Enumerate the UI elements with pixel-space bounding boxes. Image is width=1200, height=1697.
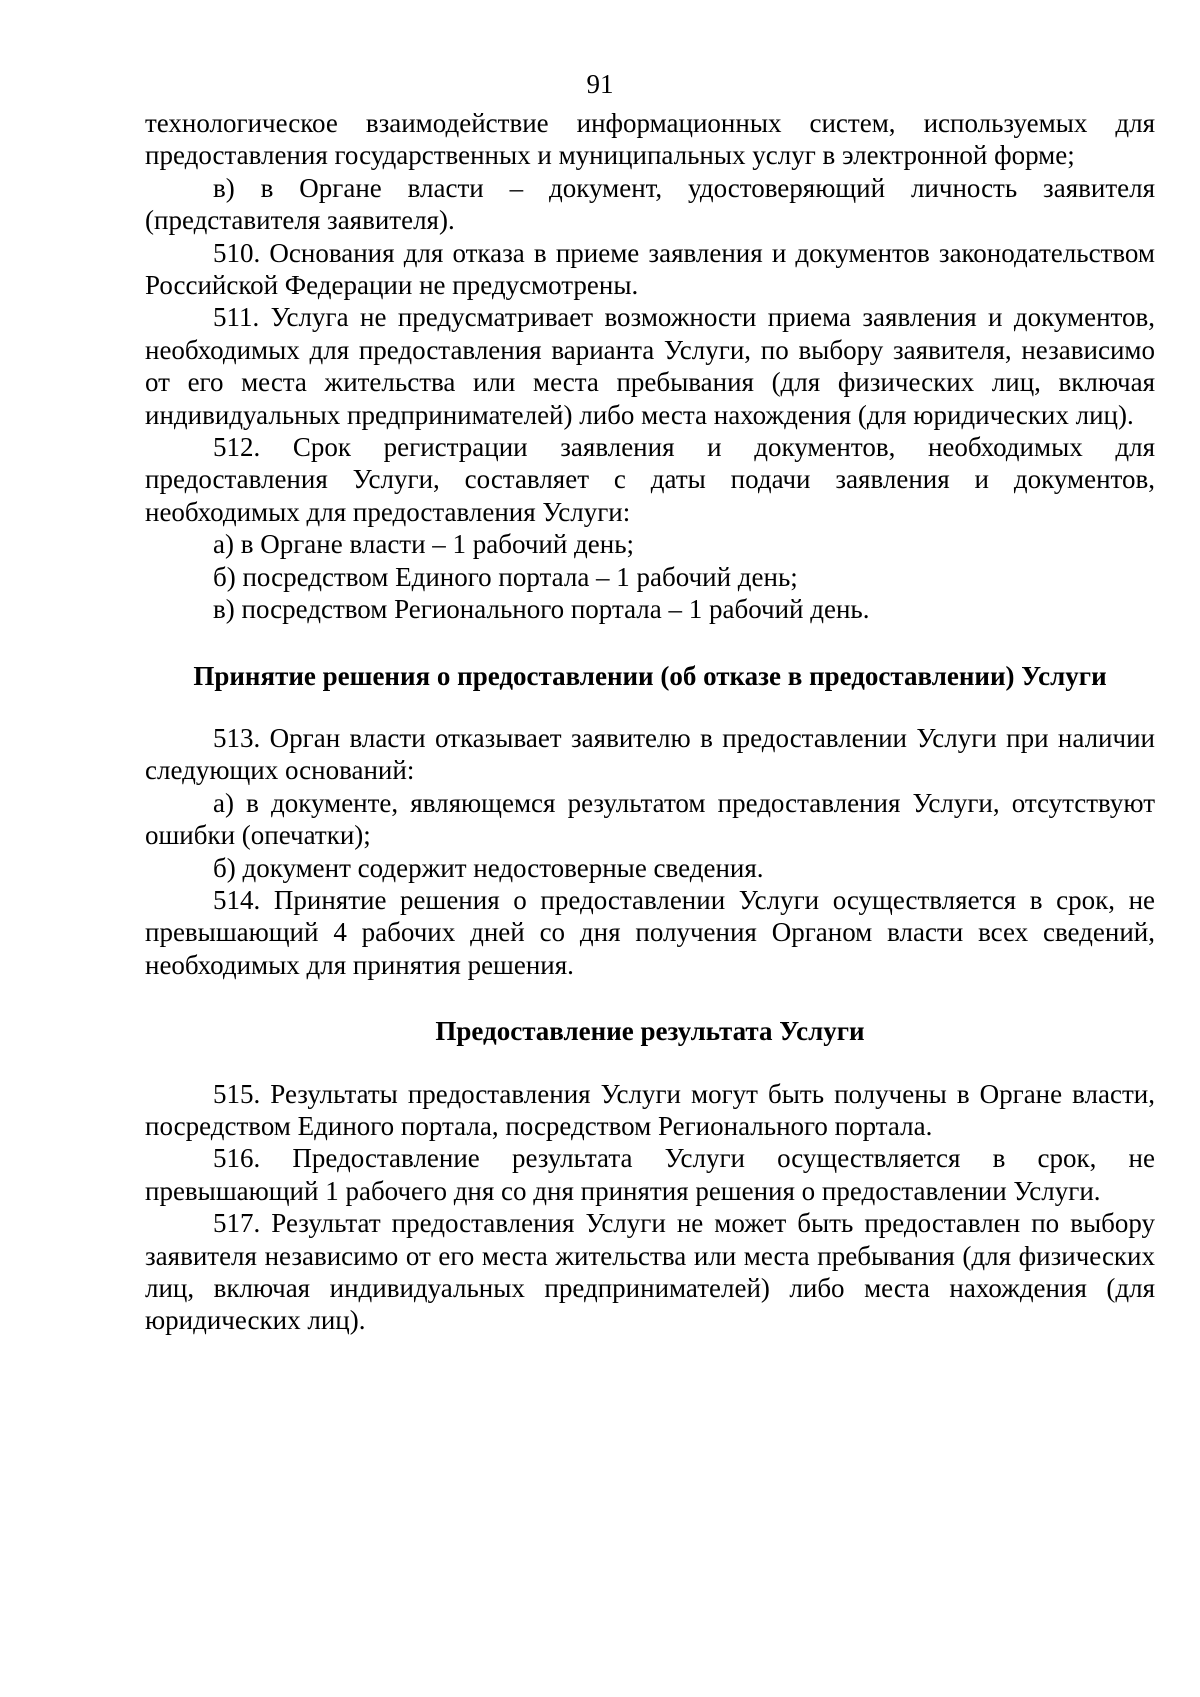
list-item-a-errors: а) в документе, являющемся результатом предоставления Услуги, отсутствуют ошибки (опечатки); [145, 787, 1155, 851]
paragraph-514: 514. Принятие решения о предоставлении Услуги осуществляется в срок, не превышающий 4 рабочих дней со дня получения Органом власти всех сведений, необходимых для принятия решения. [145, 884, 1155, 980]
page-number: 91 [586, 69, 614, 99]
list-item-v-regional-portal: в) посредством Регионального портала – 1 рабочий день. [213, 594, 870, 625]
paragraph-516: 516. Предоставление результата Услуги осуществляется в срок, не превышающий 1 рабочего дня со дня принятия решения о предоставлении Услуги. [145, 1143, 1155, 1206]
paragraph-511: 511. Услуга не предусматривает возможности приема заявления и документов, необходимых для предоставления варианта Услуги, по выбору заявителя, независимо от его места жительства или места пребывания (для физических лиц, включая индивидуальных предпринимателей) либо места нахождения (для юридических лиц). [145, 302, 1155, 430]
list-item-b-false-info: б) документ содержит недостоверные сведения. [213, 852, 764, 883]
paragraph-513: 513. Орган власти отказывает заявителю в предоставлении Услуги при наличии следующих оснований: [145, 722, 1155, 786]
paragraph-510: 510. Основания для отказа в приеме заявления и документов законодательством Российской Федерации не предусмотрены. [145, 237, 1155, 301]
paragraph-continuation: технологическое взаимодействие информационных систем, используемых для предоставления государственных и муниципальных услуг в электронной форме; [145, 108, 1155, 171]
document-body [145, 107, 1155, 1337]
paragraph-512: 512. Срок регистрации заявления и документов, необходимых для предоставления Услуги, составляет с даты подачи заявления и документов, необходимых для предоставления Услуги: [145, 432, 1155, 527]
list-item-b-unified-portal: б) посредством Единого портала – 1 рабочий день; [213, 561, 798, 592]
section-heading-result: Предоставление результата Услуги [435, 1016, 865, 1047]
section-heading-decision: Принятие решения о предоставлении (об отказе в предоставлении) Услуги [193, 660, 1107, 691]
list-item-a-authority: а) в Органе власти – 1 рабочий день; [213, 529, 635, 560]
paragraph-515: 515. Результаты предоставления Услуги могут быть получены в Органе власти, посредством Единого портала, посредством Регионального портала. [145, 1078, 1155, 1141]
list-item-v-identity-document: в) в Органе власти – документ, удостоверяющий личность заявителя (представителя заявителя). [145, 172, 1155, 236]
paragraph-517: 517. Результат предоставления Услуги не может быть предоставлен по выбору заявителя независимо от его места жительства или места пребывания (для физических лиц, включая индивидуальных предпринимателей) либо места нахождения (для юридических лиц). [145, 1208, 1155, 1336]
